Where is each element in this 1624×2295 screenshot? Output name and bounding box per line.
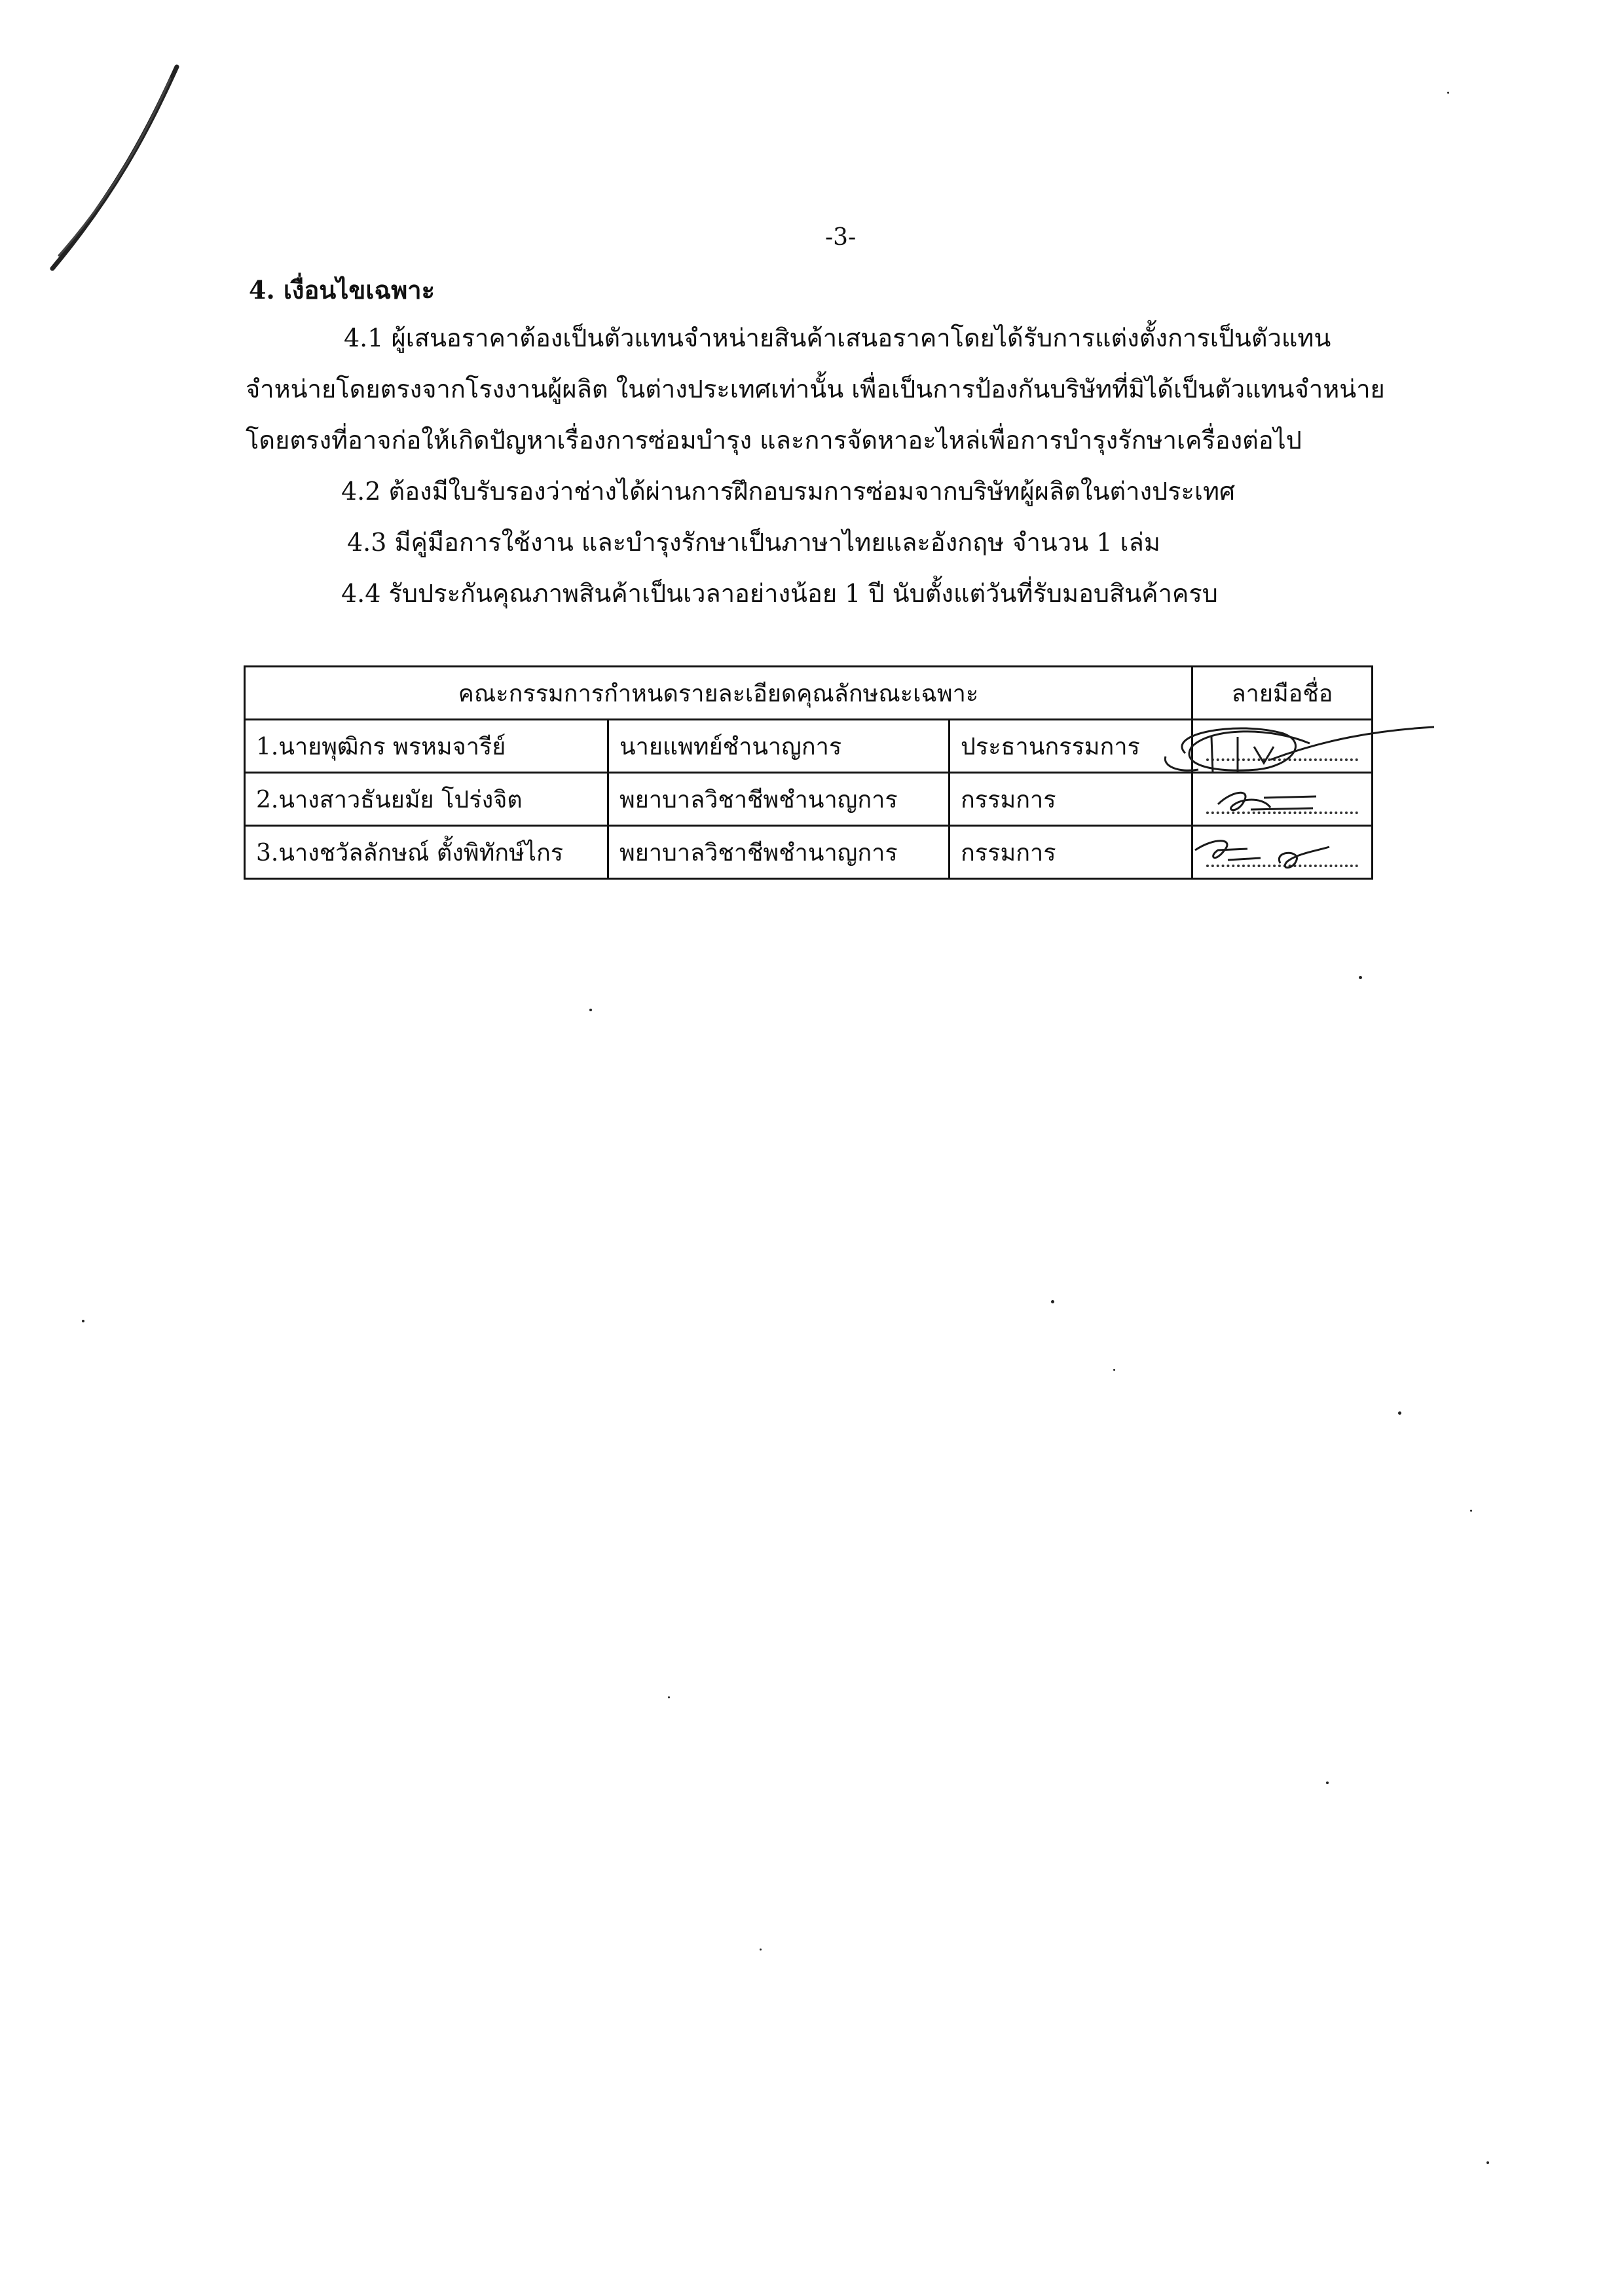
table-row (245, 773, 1373, 826)
scan-speck (1113, 1369, 1115, 1371)
member-role: กรรมการ (950, 773, 1192, 826)
paragraph-line: จำหน่ายโดยตรงจากโรงงานผู้ผลิต ในต่างประเทศเท่านั้น เพื่อเป็นการป้องกันบริษัทที่มิได้เป็นตัวแทนจำหน่าย (246, 375, 1385, 403)
table-row (245, 826, 1373, 879)
signature-dotted-line (1206, 812, 1358, 814)
scan-speck (1447, 92, 1449, 94)
signature-cell (1192, 720, 1373, 773)
member-role: ประธานกรรมการ (950, 720, 1192, 773)
committee-table (244, 665, 1373, 880)
member-role: กรรมการ (950, 826, 1192, 879)
member-position: พยาบาลวิชาชีพชำนาญการ (608, 826, 950, 879)
scan-speck (1359, 976, 1362, 979)
section-heading: 4. เงื่อนไขเฉพาะ (249, 275, 435, 305)
scan-pen-mark (39, 59, 196, 282)
scan-speck (760, 1949, 762, 1950)
scan-speck (589, 1009, 592, 1011)
page-number: -3- (825, 224, 857, 251)
paragraph-line: 4.2 ต้องมีใบรับรองว่าช่างได้ผ่านการฝึกอบรมการซ่อมจากบริษัทผู้ผลิตในต่างประเทศ (341, 477, 1236, 506)
scan-speck (82, 1320, 84, 1322)
scan-speck (1486, 2161, 1489, 2164)
table-row (245, 720, 1373, 773)
signature-cell (1192, 773, 1373, 826)
member-position: นายแพทย์ชำนาญการ (608, 720, 950, 773)
scan-speck (1398, 1411, 1401, 1415)
scan-speck (668, 1696, 670, 1698)
signature-dotted-line (1206, 865, 1358, 867)
member-name: 3.นางชวัลลักษณ์ ตั้งพิทักษ์ไกร (245, 826, 608, 879)
member-name: 2.นางสาวธันยมัย โปร่งจิต (245, 773, 608, 826)
paragraph-line: 4.3 มีคู่มือการใช้งาน และบำรุงรักษาเป็นภาษาไทยและอังกฤษ จำนวน 1 เล่ม (347, 528, 1160, 557)
member-name: 1.นายพุฒิกร พรหมจารีย์ (245, 720, 608, 773)
signature-dotted-line (1206, 758, 1358, 761)
paragraph-line: โดยตรงที่อาจก่อให้เกิดปัญหาเรื่องการซ่อมบำรุง และการจัดหาอะไหล่เพื่อการบำรุงรักษาเครื่องต่อไป (246, 426, 1302, 455)
paragraph-line: 4.1 ผู้เสนอราคาต้องเป็นตัวแทนจำหน่ายสินค้าเสนอราคาโดยได้รับการแต่งตั้งการเป็นตัวแทน (344, 324, 1331, 352)
table-header-row (245, 667, 1373, 720)
scan-speck (1326, 1782, 1329, 1784)
scan-speck (1470, 1510, 1472, 1512)
member-position: พยาบาลวิชาชีพชำนาญการ (608, 773, 950, 826)
table-header-signature: ลายมือชื่อ (1192, 667, 1373, 720)
paragraph-line: 4.4 รับประกันคุณภาพสินค้าเป็นเวลาอย่างน้อย 1 ปี นับตั้งแต่วันที่รับมอบสินค้าครบ (341, 579, 1218, 608)
scan-speck (1051, 1300, 1054, 1303)
table-header-title: คณะกรรมการกำหนดรายละเอียดคุณลักษณะเฉพาะ (245, 667, 1192, 720)
signature-cell (1192, 826, 1373, 879)
